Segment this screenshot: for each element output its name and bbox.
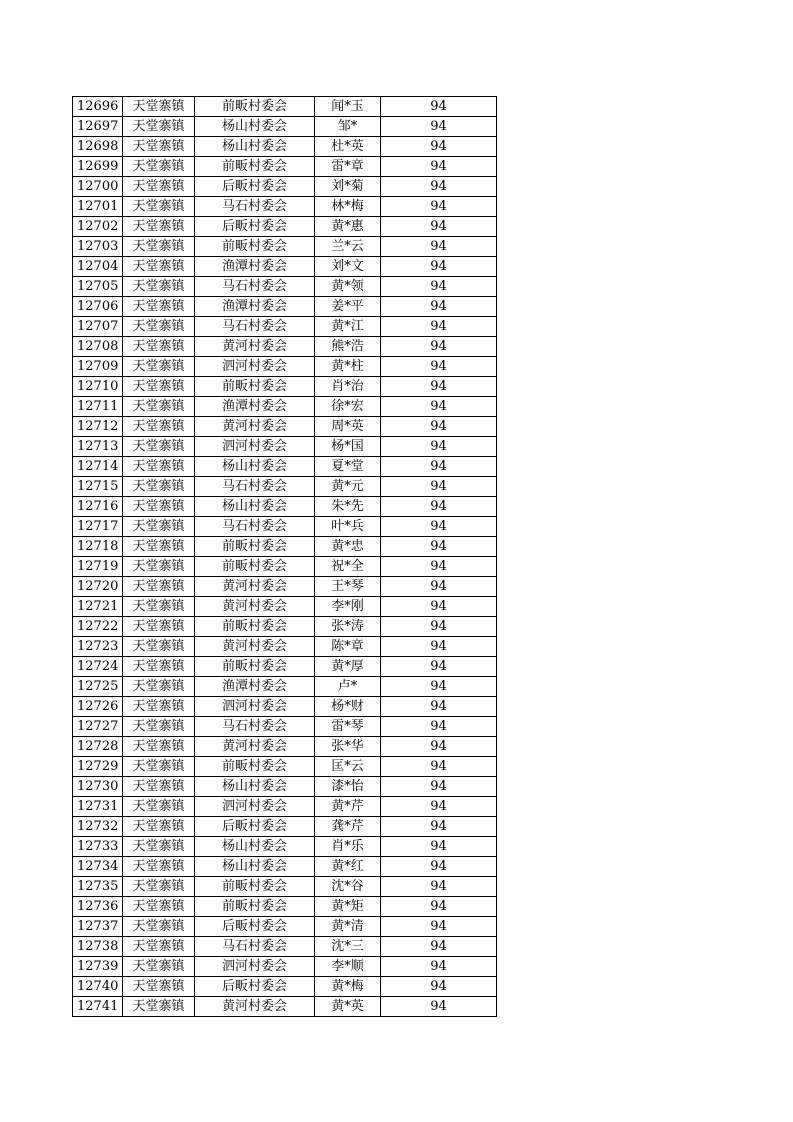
cell-village-committee: 后畈村委会 bbox=[195, 977, 315, 997]
cell-village-committee: 马石村委会 bbox=[195, 317, 315, 337]
table-row bbox=[73, 397, 497, 417]
cell-village-committee: 马石村委会 bbox=[195, 197, 315, 217]
cell-town: 天堂寨镇 bbox=[123, 177, 195, 197]
cell-person-name: 邹* bbox=[315, 117, 381, 137]
cell-village-committee: 渔潭村委会 bbox=[195, 677, 315, 697]
cell-serial-number: 12735 bbox=[73, 877, 123, 897]
cell-village-committee: 前畈村委会 bbox=[195, 237, 315, 257]
cell-village-committee: 泗河村委会 bbox=[195, 437, 315, 457]
cell-town: 天堂寨镇 bbox=[123, 617, 195, 637]
cell-town: 天堂寨镇 bbox=[123, 717, 195, 737]
cell-person-name: 匡*云 bbox=[315, 757, 381, 777]
cell-person-name: 张*华 bbox=[315, 737, 381, 757]
cell-town: 天堂寨镇 bbox=[123, 677, 195, 697]
cell-village-committee: 后畈村委会 bbox=[195, 217, 315, 237]
cell-serial-number: 12725 bbox=[73, 677, 123, 697]
cell-town: 天堂寨镇 bbox=[123, 597, 195, 617]
cell-village-committee: 黄河村委会 bbox=[195, 577, 315, 597]
cell-village-committee: 杨山村委会 bbox=[195, 457, 315, 477]
table-row bbox=[73, 857, 497, 877]
table-row bbox=[73, 657, 497, 677]
cell-town: 天堂寨镇 bbox=[123, 117, 195, 137]
cell-town: 天堂寨镇 bbox=[123, 157, 195, 177]
cell-village-committee: 马石村委会 bbox=[195, 517, 315, 537]
table-row bbox=[73, 757, 497, 777]
cell-town: 天堂寨镇 bbox=[123, 837, 195, 857]
cell-score: 94 bbox=[381, 597, 497, 617]
cell-person-name: 黄*清 bbox=[315, 917, 381, 937]
cell-town: 天堂寨镇 bbox=[123, 637, 195, 657]
cell-serial-number: 12701 bbox=[73, 197, 123, 217]
cell-person-name: 姜*平 bbox=[315, 297, 381, 317]
cell-serial-number: 12724 bbox=[73, 657, 123, 677]
table-row bbox=[73, 237, 497, 257]
cell-village-committee: 杨山村委会 bbox=[195, 117, 315, 137]
cell-score: 94 bbox=[381, 337, 497, 357]
cell-town: 天堂寨镇 bbox=[123, 577, 195, 597]
cell-village-committee: 前畈村委会 bbox=[195, 657, 315, 677]
cell-serial-number: 12713 bbox=[73, 437, 123, 457]
cell-village-committee: 马石村委会 bbox=[195, 477, 315, 497]
table-body bbox=[73, 97, 497, 1017]
cell-serial-number: 12705 bbox=[73, 277, 123, 297]
cell-score: 94 bbox=[381, 277, 497, 297]
cell-serial-number: 12730 bbox=[73, 777, 123, 797]
table-row bbox=[73, 417, 497, 437]
cell-person-name: 黄*领 bbox=[315, 277, 381, 297]
cell-person-name: 刘*文 bbox=[315, 257, 381, 277]
cell-village-committee: 前畈村委会 bbox=[195, 97, 315, 117]
table-row bbox=[73, 997, 497, 1017]
cell-score: 94 bbox=[381, 857, 497, 877]
cell-village-committee: 前畈村委会 bbox=[195, 157, 315, 177]
cell-person-name: 刘*菊 bbox=[315, 177, 381, 197]
cell-town: 天堂寨镇 bbox=[123, 877, 195, 897]
cell-serial-number: 12738 bbox=[73, 937, 123, 957]
cell-serial-number: 12732 bbox=[73, 817, 123, 837]
table-row bbox=[73, 817, 497, 837]
cell-village-committee: 黄河村委会 bbox=[195, 597, 315, 617]
cell-score: 94 bbox=[381, 917, 497, 937]
cell-serial-number: 12719 bbox=[73, 557, 123, 577]
cell-serial-number: 12718 bbox=[73, 537, 123, 557]
cell-town: 天堂寨镇 bbox=[123, 417, 195, 437]
cell-village-committee: 泗河村委会 bbox=[195, 697, 315, 717]
cell-score: 94 bbox=[381, 377, 497, 397]
cell-serial-number: 12733 bbox=[73, 837, 123, 857]
cell-person-name: 祝*全 bbox=[315, 557, 381, 577]
cell-score: 94 bbox=[381, 697, 497, 717]
cell-town: 天堂寨镇 bbox=[123, 497, 195, 517]
cell-town: 天堂寨镇 bbox=[123, 257, 195, 277]
cell-person-name: 黄*梅 bbox=[315, 977, 381, 997]
cell-serial-number: 12696 bbox=[73, 97, 123, 117]
cell-town: 天堂寨镇 bbox=[123, 137, 195, 157]
cell-town: 天堂寨镇 bbox=[123, 277, 195, 297]
table-row bbox=[73, 777, 497, 797]
table-row bbox=[73, 977, 497, 997]
cell-village-committee: 马石村委会 bbox=[195, 937, 315, 957]
cell-person-name: 杨*国 bbox=[315, 437, 381, 457]
cell-person-name: 张*涛 bbox=[315, 617, 381, 637]
table-row bbox=[73, 337, 497, 357]
cell-village-committee: 后畈村委会 bbox=[195, 917, 315, 937]
cell-village-committee: 黄河村委会 bbox=[195, 417, 315, 437]
table-row bbox=[73, 457, 497, 477]
cell-town: 天堂寨镇 bbox=[123, 217, 195, 237]
cell-score: 94 bbox=[381, 457, 497, 477]
cell-town: 天堂寨镇 bbox=[123, 977, 195, 997]
cell-serial-number: 12722 bbox=[73, 617, 123, 637]
cell-person-name: 黄*英 bbox=[315, 997, 381, 1017]
cell-person-name: 黄*忠 bbox=[315, 537, 381, 557]
cell-town: 天堂寨镇 bbox=[123, 697, 195, 717]
cell-village-committee: 后畈村委会 bbox=[195, 817, 315, 837]
table-row bbox=[73, 697, 497, 717]
cell-person-name: 黄*柱 bbox=[315, 357, 381, 377]
cell-serial-number: 12704 bbox=[73, 257, 123, 277]
table-row bbox=[73, 877, 497, 897]
cell-score: 94 bbox=[381, 657, 497, 677]
cell-village-committee: 渔潭村委会 bbox=[195, 397, 315, 417]
cell-score: 94 bbox=[381, 397, 497, 417]
cell-village-committee: 后畈村委会 bbox=[195, 177, 315, 197]
cell-serial-number: 12728 bbox=[73, 737, 123, 757]
cell-score: 94 bbox=[381, 937, 497, 957]
cell-town: 天堂寨镇 bbox=[123, 737, 195, 757]
cell-person-name: 黄*厚 bbox=[315, 657, 381, 677]
cell-score: 94 bbox=[381, 777, 497, 797]
cell-town: 天堂寨镇 bbox=[123, 377, 195, 397]
cell-town: 天堂寨镇 bbox=[123, 297, 195, 317]
cell-score: 94 bbox=[381, 257, 497, 277]
cell-town: 天堂寨镇 bbox=[123, 897, 195, 917]
cell-town: 天堂寨镇 bbox=[123, 477, 195, 497]
cell-village-committee: 黄河村委会 bbox=[195, 337, 315, 357]
table-row bbox=[73, 577, 497, 597]
cell-serial-number: 12715 bbox=[73, 477, 123, 497]
cell-serial-number: 12710 bbox=[73, 377, 123, 397]
cell-village-committee: 杨山村委会 bbox=[195, 837, 315, 857]
cell-village-committee: 杨山村委会 bbox=[195, 497, 315, 517]
cell-person-name: 兰*云 bbox=[315, 237, 381, 257]
cell-person-name: 卢* bbox=[315, 677, 381, 697]
table-row bbox=[73, 497, 497, 517]
cell-town: 天堂寨镇 bbox=[123, 657, 195, 677]
table-row bbox=[73, 557, 497, 577]
cell-score: 94 bbox=[381, 977, 497, 997]
table-row bbox=[73, 137, 497, 157]
cell-village-committee: 杨山村委会 bbox=[195, 137, 315, 157]
table-row bbox=[73, 277, 497, 297]
cell-person-name: 肖*治 bbox=[315, 377, 381, 397]
cell-person-name: 黄*惠 bbox=[315, 217, 381, 237]
cell-score: 94 bbox=[381, 417, 497, 437]
cell-score: 94 bbox=[381, 437, 497, 457]
cell-village-committee: 泗河村委会 bbox=[195, 957, 315, 977]
cell-serial-number: 12702 bbox=[73, 217, 123, 237]
cell-village-committee: 杨山村委会 bbox=[195, 857, 315, 877]
cell-person-name: 漆*怡 bbox=[315, 777, 381, 797]
table-row bbox=[73, 637, 497, 657]
table-row bbox=[73, 477, 497, 497]
cell-town: 天堂寨镇 bbox=[123, 97, 195, 117]
cell-serial-number: 12741 bbox=[73, 997, 123, 1017]
table-row bbox=[73, 177, 497, 197]
cell-person-name: 徐*宏 bbox=[315, 397, 381, 417]
cell-score: 94 bbox=[381, 137, 497, 157]
cell-person-name: 叶*兵 bbox=[315, 517, 381, 537]
table-row bbox=[73, 317, 497, 337]
cell-score: 94 bbox=[381, 577, 497, 597]
cell-score: 94 bbox=[381, 177, 497, 197]
cell-score: 94 bbox=[381, 97, 497, 117]
cell-village-committee: 马石村委会 bbox=[195, 277, 315, 297]
cell-serial-number: 12698 bbox=[73, 137, 123, 157]
cell-score: 94 bbox=[381, 497, 497, 517]
cell-serial-number: 12720 bbox=[73, 577, 123, 597]
cell-serial-number: 12721 bbox=[73, 597, 123, 617]
cell-town: 天堂寨镇 bbox=[123, 197, 195, 217]
cell-person-name: 闻*玉 bbox=[315, 97, 381, 117]
cell-serial-number: 12717 bbox=[73, 517, 123, 537]
cell-town: 天堂寨镇 bbox=[123, 557, 195, 577]
cell-person-name: 杜*英 bbox=[315, 137, 381, 157]
cell-town: 天堂寨镇 bbox=[123, 317, 195, 337]
table-row bbox=[73, 597, 497, 617]
table-row bbox=[73, 357, 497, 377]
cell-person-name: 龚*芹 bbox=[315, 817, 381, 837]
cell-serial-number: 12729 bbox=[73, 757, 123, 777]
cell-village-committee: 前畈村委会 bbox=[195, 757, 315, 777]
cell-serial-number: 12723 bbox=[73, 637, 123, 657]
cell-person-name: 肖*乐 bbox=[315, 837, 381, 857]
cell-score: 94 bbox=[381, 817, 497, 837]
cell-serial-number: 12703 bbox=[73, 237, 123, 257]
cell-town: 天堂寨镇 bbox=[123, 797, 195, 817]
cell-serial-number: 12709 bbox=[73, 357, 123, 377]
cell-person-name: 黄*芹 bbox=[315, 797, 381, 817]
cell-town: 天堂寨镇 bbox=[123, 777, 195, 797]
table-row bbox=[73, 377, 497, 397]
cell-score: 94 bbox=[381, 157, 497, 177]
cell-person-name: 王*琴 bbox=[315, 577, 381, 597]
table-row bbox=[73, 197, 497, 217]
cell-person-name: 夏*堂 bbox=[315, 457, 381, 477]
cell-serial-number: 12699 bbox=[73, 157, 123, 177]
cell-score: 94 bbox=[381, 757, 497, 777]
cell-serial-number: 12711 bbox=[73, 397, 123, 417]
cell-town: 天堂寨镇 bbox=[123, 917, 195, 937]
cell-village-committee: 渔潭村委会 bbox=[195, 257, 315, 277]
cell-score: 94 bbox=[381, 477, 497, 497]
cell-person-name: 黄*元 bbox=[315, 477, 381, 497]
cell-person-name: 黄*江 bbox=[315, 317, 381, 337]
cell-village-committee: 黄河村委会 bbox=[195, 637, 315, 657]
cell-score: 94 bbox=[381, 237, 497, 257]
cell-village-committee: 泗河村委会 bbox=[195, 357, 315, 377]
cell-person-name: 黄*矩 bbox=[315, 897, 381, 917]
cell-serial-number: 12706 bbox=[73, 297, 123, 317]
cell-person-name: 熊*浩 bbox=[315, 337, 381, 357]
cell-score: 94 bbox=[381, 877, 497, 897]
table-row bbox=[73, 897, 497, 917]
cell-score: 94 bbox=[381, 617, 497, 637]
cell-score: 94 bbox=[381, 737, 497, 757]
cell-village-committee: 前畈村委会 bbox=[195, 877, 315, 897]
cell-town: 天堂寨镇 bbox=[123, 937, 195, 957]
cell-score: 94 bbox=[381, 217, 497, 237]
cell-town: 天堂寨镇 bbox=[123, 337, 195, 357]
cell-town: 天堂寨镇 bbox=[123, 237, 195, 257]
table-row bbox=[73, 957, 497, 977]
cell-village-committee: 前畈村委会 bbox=[195, 897, 315, 917]
cell-town: 天堂寨镇 bbox=[123, 517, 195, 537]
cell-score: 94 bbox=[381, 317, 497, 337]
cell-serial-number: 12739 bbox=[73, 957, 123, 977]
cell-person-name: 李*顺 bbox=[315, 957, 381, 977]
table-row bbox=[73, 837, 497, 857]
cell-town: 天堂寨镇 bbox=[123, 437, 195, 457]
cell-town: 天堂寨镇 bbox=[123, 457, 195, 477]
cell-town: 天堂寨镇 bbox=[123, 997, 195, 1017]
cell-serial-number: 12714 bbox=[73, 457, 123, 477]
cell-serial-number: 12734 bbox=[73, 857, 123, 877]
table-row bbox=[73, 917, 497, 937]
table-row bbox=[73, 617, 497, 637]
cell-score: 94 bbox=[381, 117, 497, 137]
table-row bbox=[73, 797, 497, 817]
cell-town: 天堂寨镇 bbox=[123, 537, 195, 557]
cell-village-committee: 黄河村委会 bbox=[195, 737, 315, 757]
table-row bbox=[73, 297, 497, 317]
cell-serial-number: 12736 bbox=[73, 897, 123, 917]
cell-serial-number: 12697 bbox=[73, 117, 123, 137]
table-row bbox=[73, 937, 497, 957]
cell-village-committee: 黄河村委会 bbox=[195, 997, 315, 1017]
cell-person-name: 陈*章 bbox=[315, 637, 381, 657]
cell-town: 天堂寨镇 bbox=[123, 817, 195, 837]
cell-person-name: 黄*红 bbox=[315, 857, 381, 877]
cell-serial-number: 12712 bbox=[73, 417, 123, 437]
cell-serial-number: 12700 bbox=[73, 177, 123, 197]
cell-score: 94 bbox=[381, 797, 497, 817]
cell-person-name: 沈*三 bbox=[315, 937, 381, 957]
cell-score: 94 bbox=[381, 557, 497, 577]
cell-score: 94 bbox=[381, 897, 497, 917]
cell-score: 94 bbox=[381, 637, 497, 657]
table-row bbox=[73, 677, 497, 697]
cell-town: 天堂寨镇 bbox=[123, 397, 195, 417]
table-row bbox=[73, 517, 497, 537]
cell-person-name: 李*刚 bbox=[315, 597, 381, 617]
cell-serial-number: 12727 bbox=[73, 717, 123, 737]
cell-town: 天堂寨镇 bbox=[123, 357, 195, 377]
cell-serial-number: 12740 bbox=[73, 977, 123, 997]
table-row bbox=[73, 157, 497, 177]
cell-person-name: 雷*琴 bbox=[315, 717, 381, 737]
data-table bbox=[72, 96, 497, 1017]
cell-score: 94 bbox=[381, 517, 497, 537]
cell-person-name: 林*梅 bbox=[315, 197, 381, 217]
cell-serial-number: 12708 bbox=[73, 337, 123, 357]
cell-village-committee: 前畈村委会 bbox=[195, 617, 315, 637]
table-row bbox=[73, 117, 497, 137]
table-row bbox=[73, 717, 497, 737]
cell-village-committee: 前畈村委会 bbox=[195, 557, 315, 577]
table-row bbox=[73, 437, 497, 457]
cell-score: 94 bbox=[381, 837, 497, 857]
cell-serial-number: 12716 bbox=[73, 497, 123, 517]
cell-score: 94 bbox=[381, 717, 497, 737]
table-row bbox=[73, 217, 497, 237]
cell-town: 天堂寨镇 bbox=[123, 757, 195, 777]
table-row bbox=[73, 737, 497, 757]
cell-serial-number: 12731 bbox=[73, 797, 123, 817]
cell-village-committee: 泗河村委会 bbox=[195, 797, 315, 817]
cell-serial-number: 12707 bbox=[73, 317, 123, 337]
cell-person-name: 朱*先 bbox=[315, 497, 381, 517]
cell-village-committee: 前畈村委会 bbox=[195, 537, 315, 557]
cell-town: 天堂寨镇 bbox=[123, 857, 195, 877]
cell-village-committee: 马石村委会 bbox=[195, 717, 315, 737]
cell-serial-number: 12737 bbox=[73, 917, 123, 937]
cell-score: 94 bbox=[381, 197, 497, 217]
cell-score: 94 bbox=[381, 357, 497, 377]
cell-score: 94 bbox=[381, 997, 497, 1017]
cell-person-name: 沈*谷 bbox=[315, 877, 381, 897]
cell-person-name: 雷*章 bbox=[315, 157, 381, 177]
table-row bbox=[73, 97, 497, 117]
cell-village-committee: 杨山村委会 bbox=[195, 777, 315, 797]
cell-score: 94 bbox=[381, 537, 497, 557]
cell-person-name: 周*英 bbox=[315, 417, 381, 437]
cell-serial-number: 12726 bbox=[73, 697, 123, 717]
cell-village-committee: 前畈村委会 bbox=[195, 377, 315, 397]
cell-person-name: 杨*财 bbox=[315, 697, 381, 717]
cell-village-committee: 渔潭村委会 bbox=[195, 297, 315, 317]
cell-score: 94 bbox=[381, 297, 497, 317]
cell-score: 94 bbox=[381, 677, 497, 697]
table-row bbox=[73, 537, 497, 557]
cell-score: 94 bbox=[381, 957, 497, 977]
cell-town: 天堂寨镇 bbox=[123, 957, 195, 977]
table-row bbox=[73, 257, 497, 277]
